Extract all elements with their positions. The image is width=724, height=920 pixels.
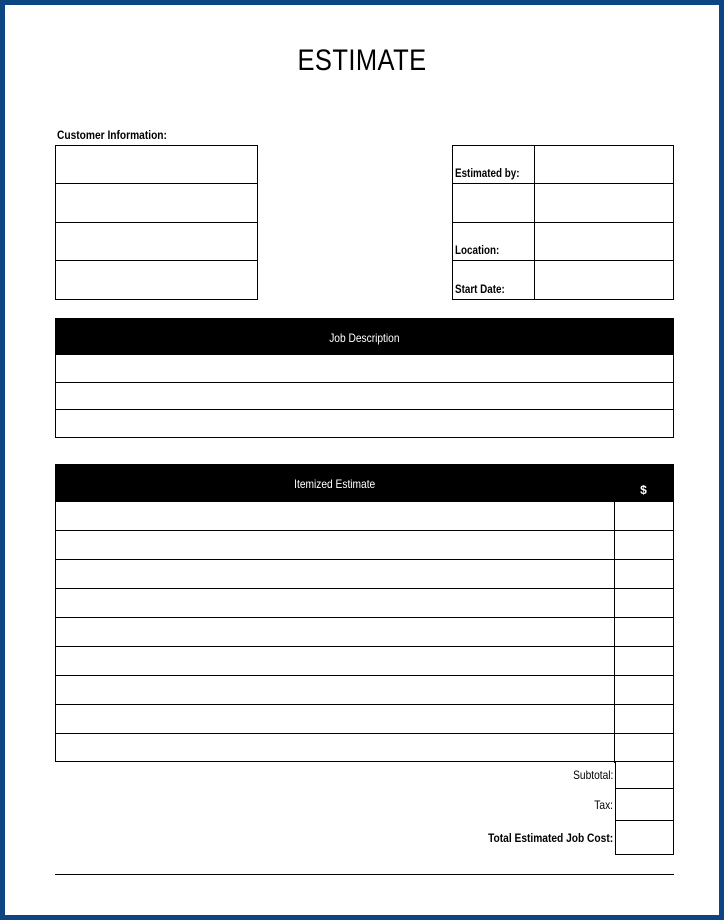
item-amount-cell[interactable] [615,676,673,704]
table-row [56,618,673,647]
tax-row [380,789,674,821]
job-description-table [55,318,674,438]
tax-field[interactable] [615,789,674,821]
table-row [56,647,673,676]
amount-column-header: $ [640,483,647,497]
job-description-line[interactable] [56,383,673,411]
totals-section [380,761,674,855]
job-description-line[interactable] [56,355,673,383]
footer-divider [55,874,674,875]
customer-info-field-2[interactable] [56,184,257,222]
item-description-cell[interactable] [56,734,615,763]
customer-info-table [55,145,258,300]
table-row [56,676,673,705]
item-amount-cell[interactable] [615,647,673,675]
tax-label: Tax: [594,798,613,812]
item-amount-cell[interactable] [615,589,673,617]
customer-info-field-4[interactable] [56,261,257,299]
blank-detail-label [453,184,535,221]
item-description-cell[interactable] [56,589,615,617]
customer-info-field-3[interactable] [56,223,257,261]
job-description-header: Job Description [56,319,673,355]
total-row [380,821,674,855]
table-row [56,560,673,589]
item-description-cell[interactable] [56,705,615,733]
estimated-by-row [453,146,673,184]
subtotal-row [380,761,674,789]
subtotal-field[interactable] [615,761,674,789]
itemized-estimate-title: Itemized Estimate [294,477,376,491]
item-description-cell[interactable] [56,618,615,646]
estimated-by-label: Estimated by: [453,146,535,183]
item-amount-cell[interactable] [615,734,673,763]
table-row [56,705,673,734]
table-row [56,734,673,763]
location-label: Location: [453,223,535,260]
start-date-field[interactable] [535,261,673,299]
location-row [453,223,673,261]
item-description-cell[interactable] [56,676,615,704]
total-label: Total Estimated Job Cost: [487,831,613,845]
estimate-details-table [452,145,674,300]
subtotal-label: Subtotal: [572,768,613,782]
item-description-cell[interactable] [56,531,615,559]
table-row [56,502,673,531]
location-field[interactable] [535,223,673,260]
item-amount-cell[interactable] [615,560,673,588]
item-description-cell[interactable] [56,647,615,675]
item-description-cell[interactable] [56,560,615,588]
customer-info-field-1[interactable] [56,146,257,184]
page-title: ESTIMATE [297,44,427,77]
item-description-cell[interactable] [56,502,615,530]
itemized-estimate-table [55,464,674,762]
item-amount-cell[interactable] [615,618,673,646]
estimated-by-field[interactable] [535,146,673,183]
table-row [56,531,673,560]
item-amount-cell[interactable] [615,502,673,530]
job-description-line[interactable] [56,410,673,438]
total-field[interactable] [615,821,674,855]
start-date-row [453,261,673,299]
item-amount-cell[interactable] [615,705,673,733]
blank-detail-row [453,184,673,222]
customer-info-label: Customer Information: [57,128,167,142]
blank-detail-field[interactable] [535,184,673,221]
itemized-estimate-header [56,465,673,502]
table-row [56,589,673,618]
item-amount-cell[interactable] [615,531,673,559]
start-date-label: Start Date: [453,261,535,299]
